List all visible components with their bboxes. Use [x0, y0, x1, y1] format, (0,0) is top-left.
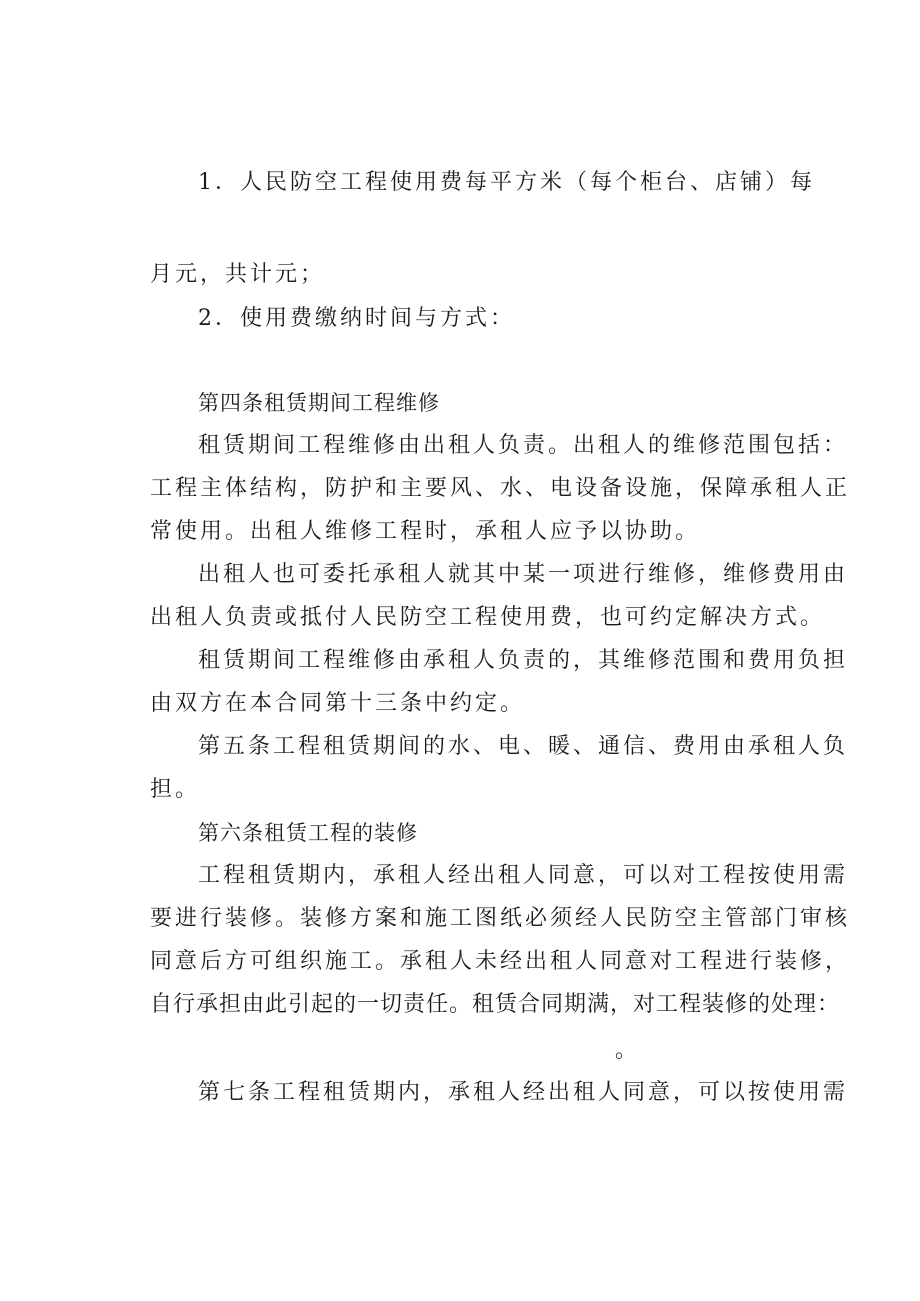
paragraph-line: 担。 — [150, 777, 201, 802]
paragraph-line: 出租人也可委托承租人就其中某一项进行维修，维修费用由 — [198, 562, 849, 587]
paragraph-line: 租赁期间工程维修由出租人负责。出租人的维修范围包括： — [198, 433, 849, 458]
paragraph-line: 自行承担由此引起的一切责任。租赁合同期满，对工程装修的处理： — [150, 992, 841, 1017]
paragraph-line: 租赁期间工程维修由承租人负责的，其维修范围和费用负担 — [198, 648, 849, 673]
paragraph-line: 出租人负责或抵付人民防空工程使用费，也可约定解决方式。 — [150, 605, 826, 630]
paragraph-line: 同意后方可组织施工。承租人未经出租人同意对工程进行装修， — [150, 949, 851, 974]
section-heading: 第四条租赁期间工程维修 — [198, 391, 440, 415]
paragraph-line: 第七条工程租赁期内，承租人经出租人同意，可以按使用需 — [198, 1080, 849, 1105]
paragraph-line: 月元，共计元； — [150, 262, 326, 287]
paragraph-line: 要进行装修。装修方案和施工图纸必须经人民防空主管部门审核 — [150, 906, 851, 931]
paragraph-line: 由双方在本合同第十三条中约定。 — [150, 691, 526, 716]
section-heading: 第六条租赁工程的装修 — [198, 821, 418, 845]
paragraph-line: 第五条工程租赁期间的水、电、暖、通信、费用由承租人负 — [198, 734, 849, 759]
paragraph-line: 工程租赁期内，承租人经出租人同意，可以对工程按使用需 — [198, 863, 849, 888]
paragraph-line: 1．人民防空工程使用费每平方米（每个柜台、店铺）每 — [198, 170, 815, 195]
paragraph-line: 2．使用费缴纳时间与方式： — [198, 306, 515, 331]
paragraph-line: 工程主体结构，防护和主要风、水、电设备设施，保障承租人正 — [150, 476, 851, 501]
paragraph-line: 常使用。出租人维修工程时，承租人应予以协助。 — [150, 519, 701, 544]
paragraph-line: 。 — [615, 1038, 641, 1063]
